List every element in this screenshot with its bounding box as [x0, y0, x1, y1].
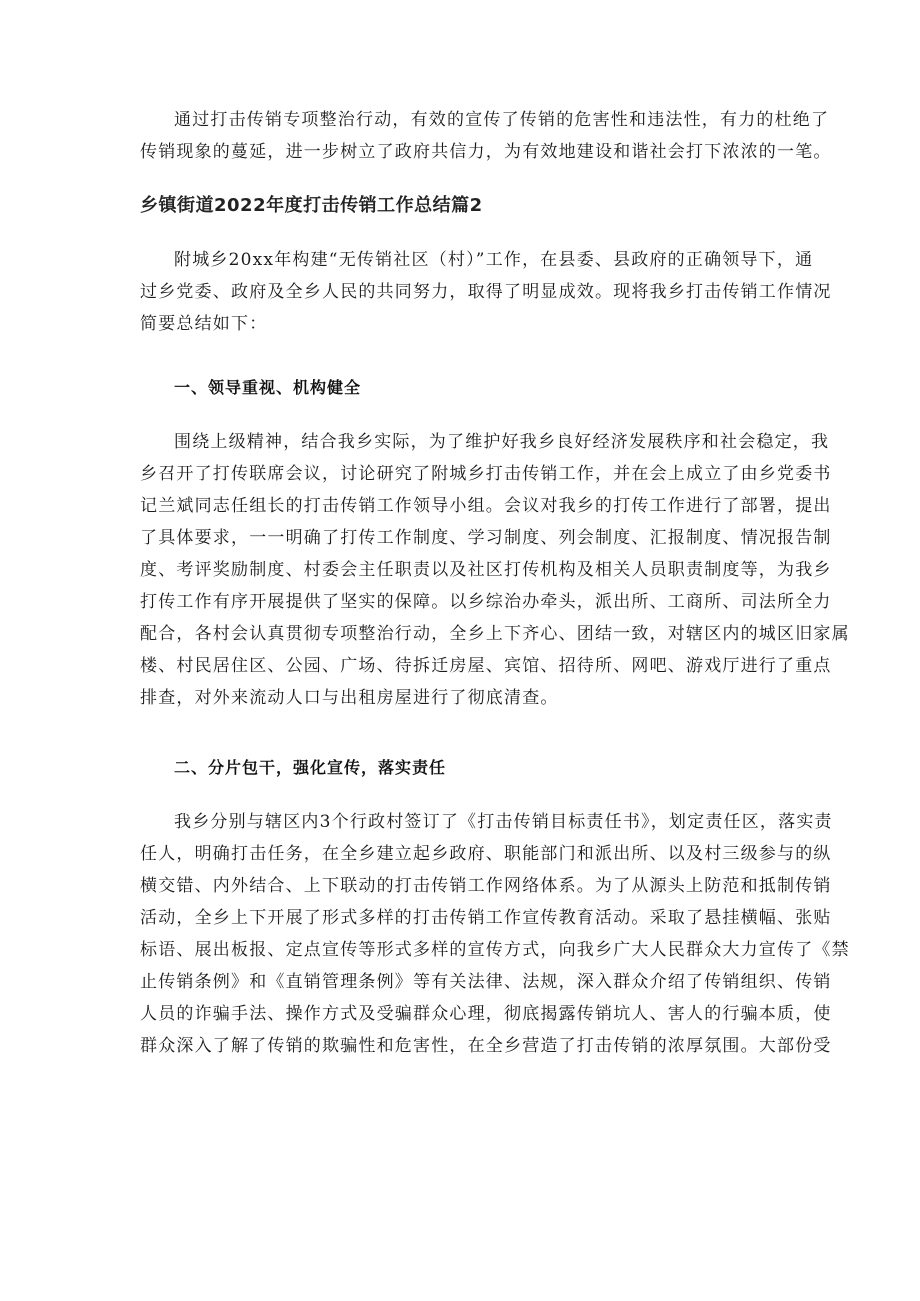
- paragraph-line: 打传工作有序开展提供了坚实的保障。以乡综治办牵头，派出所、工商所、司法所全力: [140, 592, 832, 612]
- paragraph-line: 通过打击传销专项整治行动，有效的宣传了传销的危害性和违法性，有力的杜绝了: [174, 110, 830, 130]
- paragraph-line: 人员的诈骗手法、操作方式及受骗群众心理，彻底揭露传销坑人、害人的行骗本质，使: [140, 1004, 832, 1024]
- paragraph-line: 止传销条例》和《直销管理条例》等有关法律、法规，深入群众介绍了传销组织、传销: [140, 972, 832, 992]
- paragraph-line: 标语、展出板报、定点宣传等形式多样的宣传方式，向我乡广大人民群众大力宣传了《禁: [140, 940, 850, 960]
- paragraph-line: 附城乡20xx年构建“无传销社区（村）”工作，在县委、县政府的正确领导下，通: [174, 250, 814, 270]
- document-page: [140, 104, 850, 1062]
- paragraph-line: 活动，全乡上下开展了形式多样的打击传销工作宣传教育活动。采取了悬挂横幅、张贴: [140, 908, 832, 928]
- paragraph-line: 简要总结如下：: [140, 314, 268, 334]
- paragraph-line: 围绕上级精神，结合我乡实际，为了维护好我乡良好经济发展秩序和社会稳定，我: [174, 432, 830, 452]
- paragraph-line: 横交错、内外结合、上下联动的打击传销工作网络体系。为了从源头上防范和抵制传销: [140, 876, 832, 896]
- section-heading-2: 二、分片包干，强化宣传，落实责任: [174, 758, 447, 777]
- paragraph-line: 过乡党委、政府及全乡人民的共同努力，取得了明显成效。现将我乡打击传销工作情况: [140, 282, 832, 302]
- paragraph-line: 排查，对外来流动人口与出租房屋进行了彻底清查。: [140, 688, 559, 708]
- section-2-paragraph: [140, 806, 850, 1062]
- paragraph-line: 度、考评奖励制度、村委会主任职责以及社区打传机构及相关人员职责制度等，为我乡: [140, 560, 832, 580]
- paragraph-line: 传销现象的蔓延，进一步树立了政府共信力，为有效地建设和谐社会打下浓浓的一笔。: [140, 142, 832, 162]
- paragraph-line: 我乡分别与辖区内3个行政村签订了《打击传销目标责任书》，划定责任区，落实责: [174, 812, 833, 832]
- intro-paragraph: [140, 104, 832, 168]
- section-1-paragraph: [140, 426, 850, 714]
- paragraph-line: 楼、村民居住区、公园、广场、待拆迁房屋、宾馆、招待所、网吧、游戏厅进行了重点: [140, 656, 832, 676]
- paragraph-line: 任人，明确打击任务，在全乡建立起乡政府、职能部门和派出所、以及村三级参与的纵: [140, 844, 832, 864]
- opening-paragraph: [140, 244, 832, 340]
- paragraph-line: 乡召开了打传联席会议，讨论研究了附城乡打击传销工作，并在会上成立了由乡党委书: [140, 464, 832, 484]
- paragraph-line: 记兰斌同志任组长的打击传销工作领导小组。会议对我乡的打传工作进行了部署，提出: [140, 496, 832, 516]
- section-heading-1: 一、领导重视、机构健全: [174, 378, 362, 397]
- paragraph-line: 配合，各村会认真贯彻专项整治行动，全乡上下齐心、团结一致，对辖区内的城区旧家属: [140, 624, 850, 644]
- paragraph-line: 了具体要求，一一明确了打传工作制度、学习制度、列会制度、汇报制度、情况报告制: [140, 528, 832, 548]
- paragraph-line: 群众深入了解了传销的欺骗性和危害性，在全乡营造了打击传销的浓厚氛围。大部份受: [140, 1036, 832, 1056]
- article-title: 乡镇街道2022年度打击传销工作总结篇2: [140, 195, 483, 216]
